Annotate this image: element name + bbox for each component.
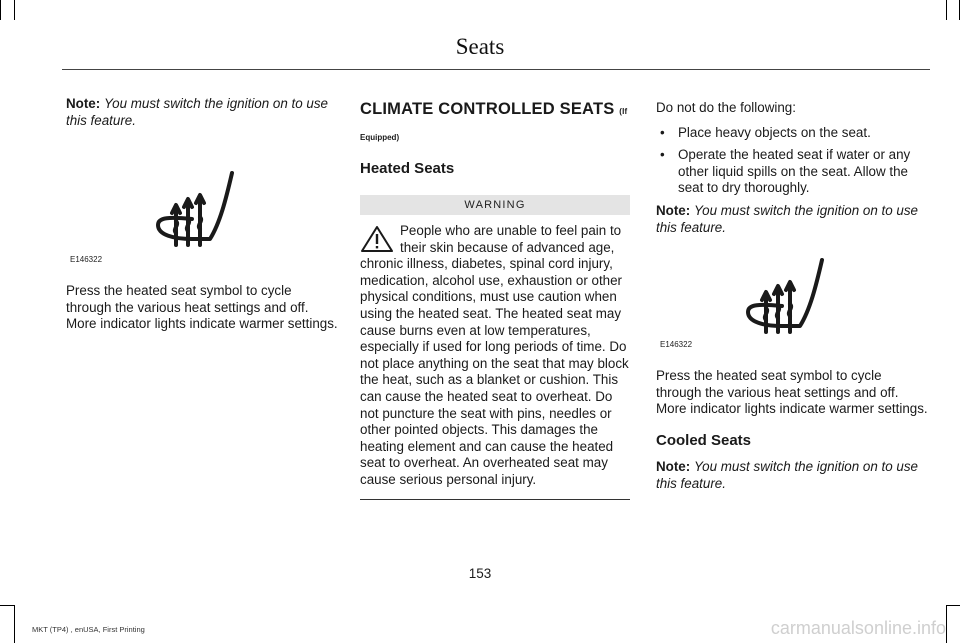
heated-seat-icon [742,256,832,338]
page-title: Seats [455,34,505,59]
left-column [66,96,338,333]
middle-column [360,100,630,500]
right-column [656,96,928,492]
heated-seat-figure [656,236,928,364]
note-paragraph [66,96,338,129]
crop-mark [946,605,947,643]
print-footer: MKT (TP4) , enUSA, First Printing [32,625,145,634]
bullet-icon: • [660,124,665,140]
subsection-heading: Cooled Seats [656,431,752,449]
intro-text: Do not do the following: [656,100,796,115]
watermark: carmanualsonline.info [770,618,946,638]
list-item-text: Operate the heated seat if water or any other liquid spills on the seat. Allow the seat to dry thoroughly. [678,147,911,196]
warning-banner: WARNING [360,195,630,215]
crop-mark [946,605,960,606]
note-label: Note: [656,458,691,474]
section-heading-equipped: Equipped) [360,133,400,142]
press-instruction: Press the heated seat symbol to cycle through the various heat settings and off. More indicator lights indicate warmer settings. [656,368,928,417]
note-text: You must switch the ignition on to use this feature. [66,96,329,128]
note-paragraph [656,459,928,492]
crop-mark [14,0,15,20]
crop-mark [14,605,15,643]
image-code-label: E146322 [70,255,103,265]
crop-mark [946,0,947,20]
bullet-icon: • [660,147,665,163]
warning-triangle-icon [360,225,394,253]
press-instruction: Press the heated seat symbol to cycle through the various heat settings and off. More indicator lights indicate warmer settings. [66,283,338,332]
note-text: You must switch the ignition on to use this feature. [656,458,919,491]
warning-end-rule [360,499,630,500]
section-heading-qualifier: (If [619,107,628,116]
list-item [656,125,928,142]
warning-text: People who are unable to feel pain to their skin because of advanced age, chronic illness, diabetes, spinal cord injury, medication, alcohol use, exhaustion or other physical conditions, must use caution when using the heated seat. The heated seat may cause burns even at low temperatures, especially if used for long periods of time. Do not place anything on the seat that may block the heat, such as a blanket or cushion. This can cause the heated seat to overheat. Do not puncture the seat with pins, needles or other pointed objects. This damages the heating element and can cause the heated seat to overheat. An overheated seat may cause serious personal injury. [360,223,629,487]
bullet-list [656,125,928,197]
note-paragraph [656,203,928,236]
page-number: 153 [468,566,492,581]
list-item-text: Place heavy objects on the seat. [678,124,871,140]
crop-mark [0,605,14,606]
warning-body [360,223,630,489]
note-label: Note: [66,96,101,111]
note-label: Note: [656,202,691,218]
image-code-label: E146322 [660,340,693,350]
heated-seat-figure [66,129,338,279]
section-heading-text: CLIMATE CONTROLLED SEATS [360,100,615,118]
header-divider [62,69,930,70]
list-item [656,147,928,197]
section-heading [360,100,630,119]
crop-mark [0,0,1,20]
subsection-heading: Heated Seats [360,160,455,177]
heated-seat-icon [152,169,242,251]
note-text: You must switch the ignition on to use this feature. [656,202,919,235]
